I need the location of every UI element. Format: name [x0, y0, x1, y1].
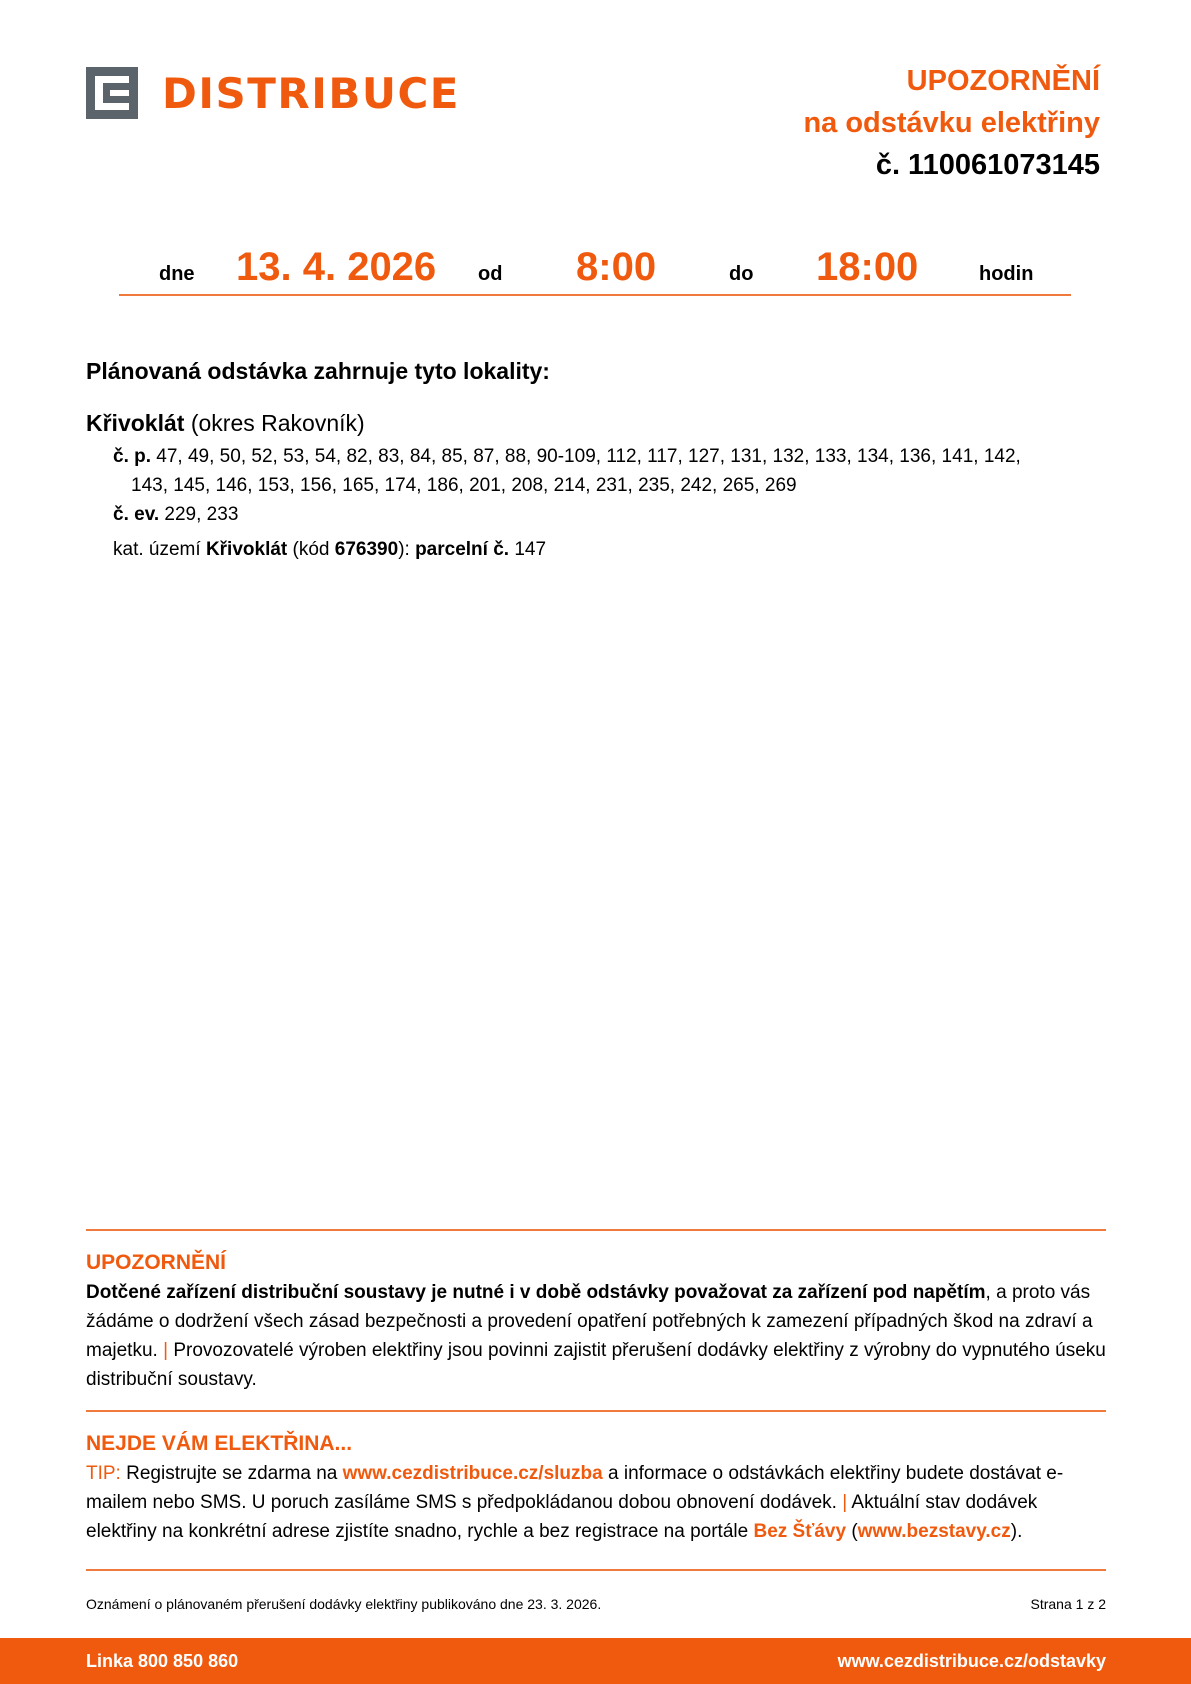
footer-bar — [0, 1638, 1191, 1684]
kat-code: 676390 — [334, 539, 399, 560]
house-numbers — [113, 442, 1073, 500]
cadastral-info — [113, 535, 546, 564]
location-name — [86, 410, 365, 437]
parcel-value: 147 — [514, 539, 547, 560]
divider — [86, 1569, 1106, 1571]
company-logo — [86, 67, 460, 119]
label-to: do — [729, 263, 754, 285]
kat-code-prefix: (kód — [292, 539, 330, 560]
warning-text — [86, 1278, 1111, 1394]
page-number: Strana 1 z 2 — [1030, 1596, 1106, 1612]
divider — [86, 1229, 1106, 1231]
kat-name: Křivoklát — [205, 539, 288, 560]
time-from: 8:00 — [576, 245, 657, 289]
bezstavy-link[interactable]: www.bezstavy.cz — [857, 1521, 1011, 1542]
notice-header — [803, 60, 1100, 186]
warning-text-2: Provozovatelé výroben elektřiny jsou povinni zajistit přerušení dodávky elektřiny z výrobny do vypnutého úseku distribuční soustavy. — [86, 1340, 1106, 1390]
tip-label: TIP: — [86, 1463, 121, 1484]
label-hours: hodin — [979, 263, 1034, 285]
tip-text-1: Registrujte se zdarma na — [126, 1463, 338, 1484]
cp-label: č. p. — [113, 446, 152, 467]
tip-text-3: Aktuální stav dodávek elektřiny na konkrétní adrese zjistíte snadno, rychle a bez registrace na portále — [86, 1492, 1038, 1542]
logo-text: DISTRIBUCE — [162, 68, 460, 118]
paren: ). — [1010, 1521, 1023, 1542]
locations-heading: Plánovaná odstávka zahrnuje tyto lokality: — [86, 358, 550, 384]
separator: | — [842, 1492, 848, 1513]
warning-title: UPOZORNĚNÍ — [86, 1251, 227, 1274]
warning-bold: Dotčené zařízení distribuční soustavy je nutné i v době odstávky považovat za zařízení pod napětím — [86, 1282, 986, 1303]
kat-prefix: kat. území — [113, 539, 201, 560]
cp-values-2: 143, 145, 146, 153, 156, 165, 174, 186, 201, 208, 214, 231, 235, 242, 265, 269 — [131, 475, 797, 496]
time-to: 18:00 — [816, 245, 919, 289]
cev-values: 229, 233 — [164, 504, 239, 525]
label-from: od — [478, 263, 503, 285]
portal-name: Bez Šťávy — [753, 1521, 847, 1542]
hotline[interactable]: Linka 800 850 860 — [86, 1651, 239, 1671]
label-day: dne — [159, 263, 195, 285]
separator: | — [163, 1340, 169, 1361]
evidence-numbers — [113, 500, 238, 529]
cp-values-1: 47, 49, 50, 52, 53, 54, 82, 83, 84, 85, 87, 88, 90-109, 112, 117, 127, 131, 132, 133, 134, 136, 141, 142, — [156, 446, 1021, 467]
warning-text-1: , a proto vás žádáme o dodržení všech zásad bezpečnosti a provedení opatření potřebných k zamezení případných škod na zdraví a majetku. — [86, 1282, 1093, 1361]
outage-date: 13. 4. 2026 — [236, 245, 437, 289]
paren: ( — [851, 1521, 858, 1542]
notice-number: č. 110061073145 — [875, 149, 1100, 181]
service-link[interactable]: www.cezdistribuce.cz/sluzba — [342, 1463, 603, 1484]
notice-subtitle: na odstávku elektřiny — [803, 107, 1100, 139]
tip-text-2: a informace o odstávkách elektřiny budete dostávat e-mailem nebo SMS. U poruch zasíláme SMS s předpokládanou dobou obnovení dodávek. — [86, 1463, 1064, 1513]
tip-text — [86, 1459, 1111, 1546]
published-note: Oznámení o plánovaném přerušení dodávky elektřiny publikováno dne 23. 3. 2026. — [86, 1596, 602, 1612]
outage-schedule — [119, 238, 1071, 296]
divider — [86, 1410, 1106, 1412]
notice-title: UPOZORNĚNÍ — [906, 65, 1100, 97]
kat-code-suffix: ): — [398, 539, 410, 560]
parcel-label: parcelní č. — [415, 539, 510, 560]
district: (okres Rakovník) — [190, 410, 365, 436]
cez-logo-icon — [86, 67, 138, 119]
place-name: Křivoklát — [86, 410, 185, 436]
cev-label: č. ev. — [113, 504, 160, 525]
tip-title: NEJDE VÁM ELEKTŘINA... — [86, 1432, 353, 1455]
website-link[interactable]: www.cezdistribuce.cz/odstavky — [837, 1651, 1106, 1671]
